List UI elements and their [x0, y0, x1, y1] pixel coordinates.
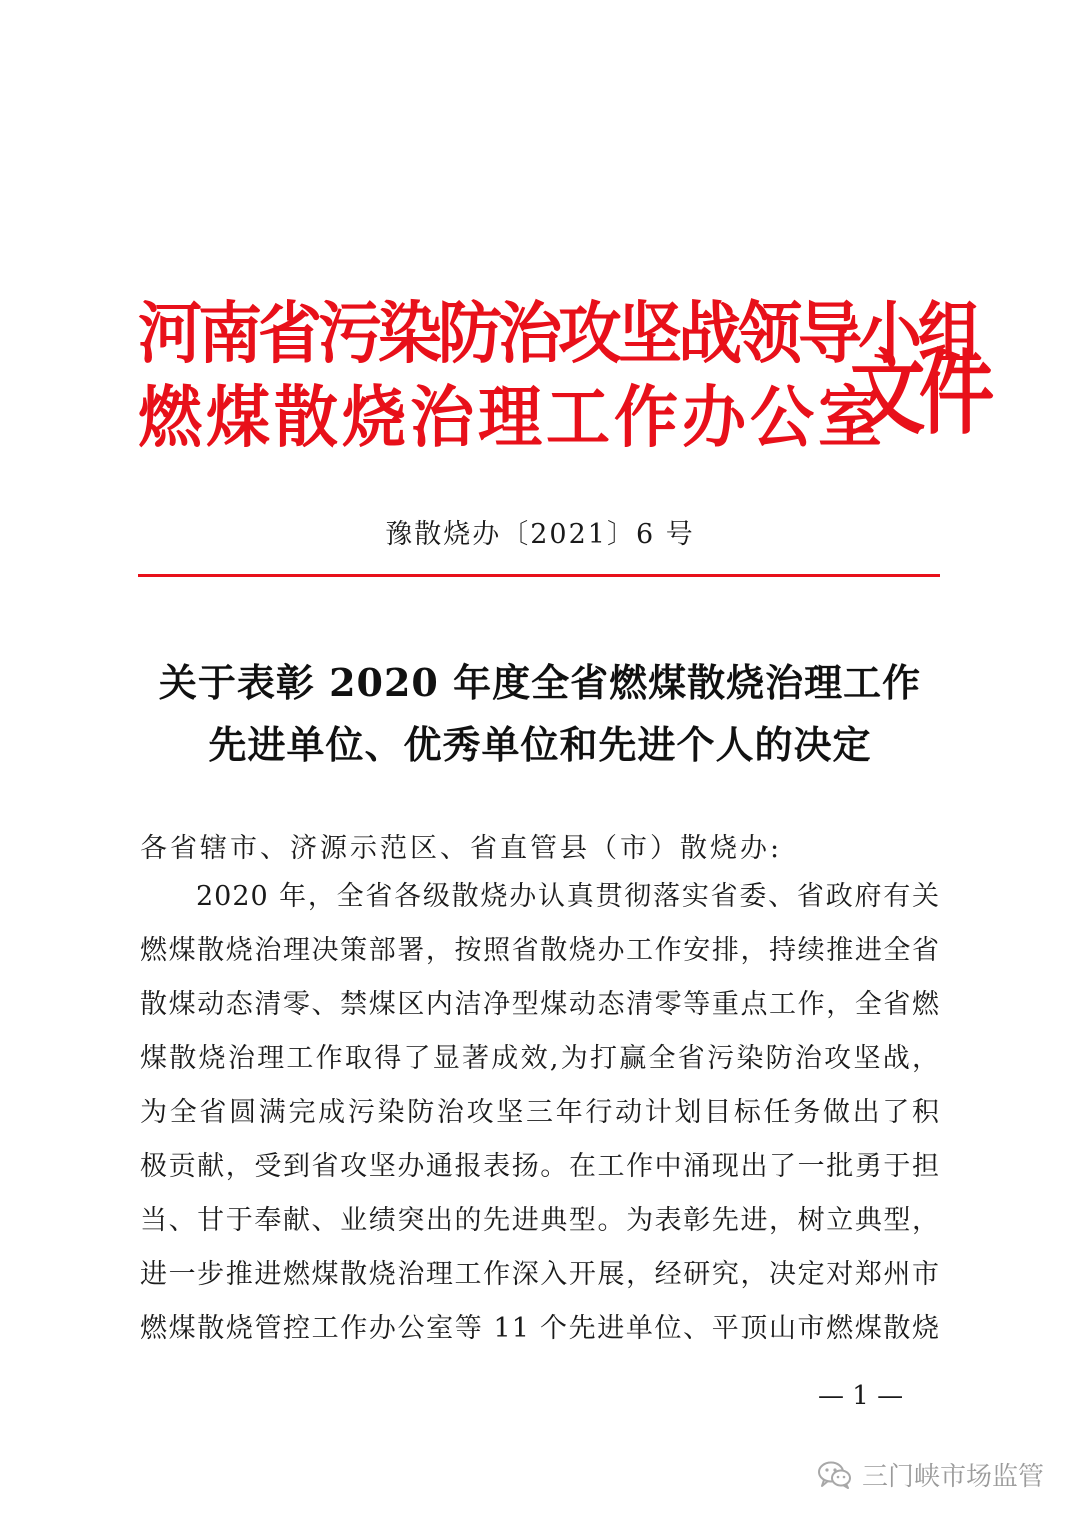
body-line: 进一步推进燃煤散烧治理工作深入开展，经研究，决定对郑州市 [140, 1259, 940, 1290]
issuing-org-line-1: 河南省污染防治攻坚战领导小组 [138, 294, 978, 374]
document-header [138, 272, 988, 458]
source-watermark [818, 1456, 1044, 1493]
red-divider-line [138, 574, 940, 577]
document-number: 豫散烧办〔2021〕6 号 [385, 519, 695, 550]
body-line: 当、甘于奉献、业绩突出的先进典型。为表彰先进，树立典型， [140, 1205, 940, 1236]
document-type-label: 文件 [850, 339, 988, 447]
body-line: 极贡献，受到省攻坚办通报表扬。在工作中涌现出了一批勇于担 [140, 1151, 940, 1182]
body-line: 为全省圆满完成污染防治攻坚三年行动计划目标任务做出了积 [140, 1097, 940, 1128]
watermark-text: 三门峡市场监管 [862, 1462, 1045, 1492]
salutation: 各省辖市、济源示范区、省直管县（市）散烧办: [140, 833, 783, 864]
body-line: 燃煤散烧管控工作办公室等 11 个先进单位、平顶山市燃煤散烧 [140, 1313, 940, 1344]
body-line: 散煤动态清零、禁煤区内洁净型煤动态清零等重点工作，全省燃 [140, 989, 940, 1020]
document-title-line-2: 先进单位、优秀单位和先进个人的决定 [208, 722, 872, 767]
body-line: 2020 年，全省各级散烧办认真贯彻落实省委、省政府有关 [196, 881, 940, 912]
body-line: 煤散烧治理工作取得了显著成效,为打赢全省污染防治攻坚战， [140, 1043, 940, 1074]
document-title-line-1: 关于表彰 2020 年度全省燃煤散烧治理工作 [158, 660, 922, 705]
wechat-icon [818, 1461, 852, 1489]
body-line: 燃煤散烧治理决策部署，按照省散烧办工作安排，持续推进全省 [140, 935, 940, 966]
issuing-org-line-2: 燃煤散烧治理工作办公室 [138, 378, 886, 458]
page-number: — 1 — [818, 1381, 904, 1411]
body-paragraph [140, 870, 940, 1356]
